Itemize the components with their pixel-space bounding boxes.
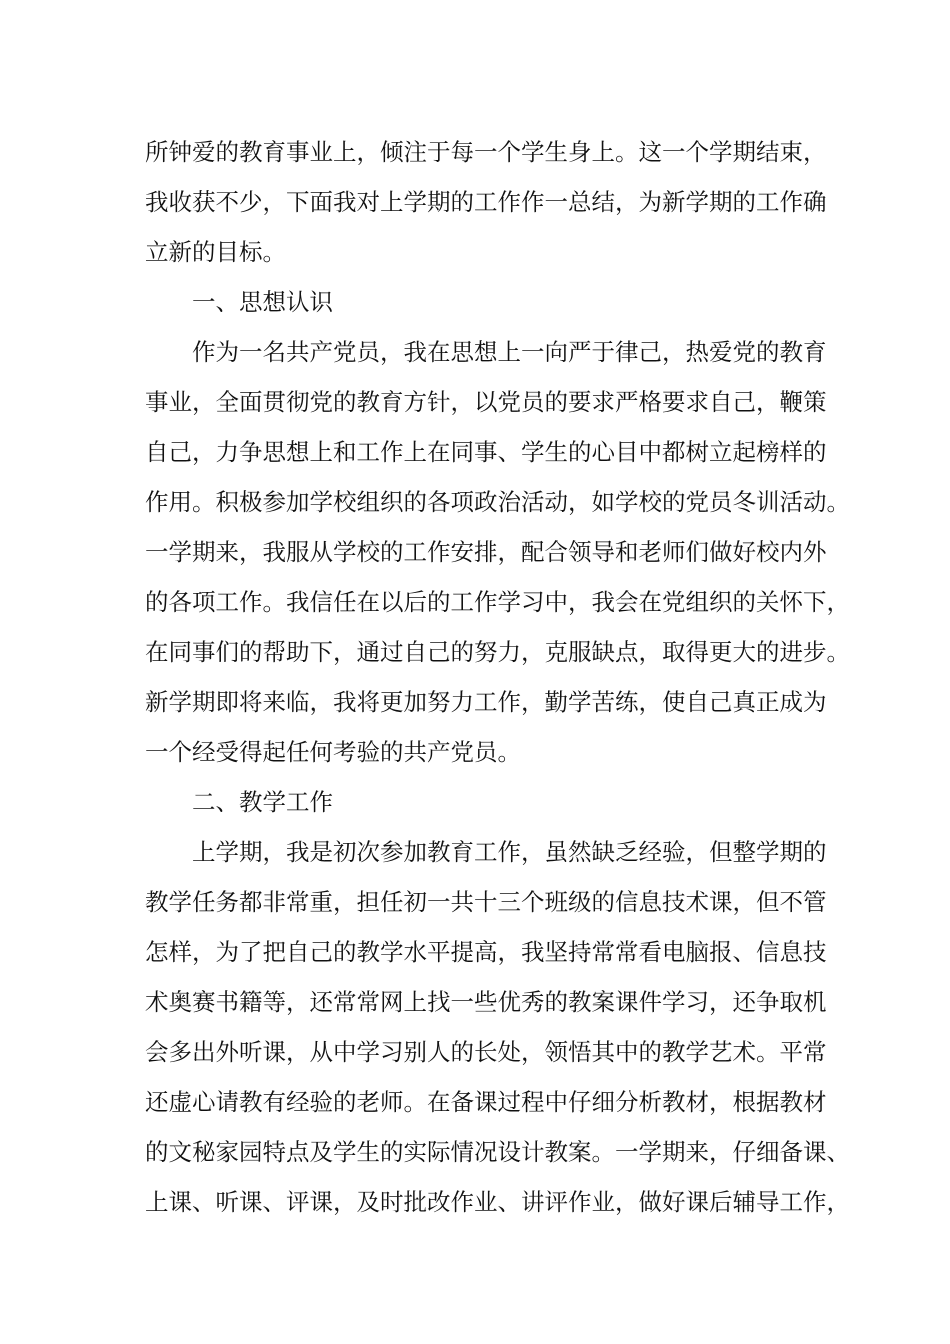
text-line: 在同事们的帮助下，通过自己的努力，克服缺点，取得更大的进步。 [145, 638, 850, 666]
text-line: 我收获不少，下面我对上学期的工作作一总结，为新学期的工作确 [145, 188, 827, 216]
text-line: 还虚心请教有经验的老师。在备课过程中仔细分析教材，根据教材 [145, 1088, 827, 1116]
text-line: 会多出外听课，从中学习别人的长处，领悟其中的教学艺术。平常 [145, 1038, 827, 1066]
text-line: 的文秘家园特点及学生的实际情况设计教案。一学期来，仔细备课、 [145, 1138, 850, 1166]
text-line: 怎样，为了把自己的教学水平提高，我坚持常常看电脑报、信息技 [145, 938, 827, 966]
text-line: 自己，力争思想上和工作上在同事、学生的心目中都树立起榜样的 [145, 438, 827, 466]
text-line: 事业，全面贯彻党的教育方针，以党员的要求严格要求自己，鞭策 [145, 388, 827, 416]
text-line: 上课、听课、评课，及时批改作业、讲评作业，做好课后辅导工作， [145, 1188, 850, 1216]
paragraph-start: 上学期，我是初次参加教育工作，虽然缺乏经验，但整学期的 [192, 838, 827, 866]
text-line: 所钟爱的教育事业上，倾注于每一个学生身上。这一个学期结束， [145, 138, 827, 166]
section-heading-thought: 一、思想认识 [192, 288, 333, 316]
document-body [145, 127, 850, 1227]
text-line: 术奥赛书籍等，还常常网上找一些优秀的教案课件学习，还争取机 [145, 988, 827, 1016]
section-heading-teaching: 二、教学工作 [192, 788, 333, 816]
text-line: 一个经受得起任何考验的共产党员。 [145, 738, 521, 766]
text-line: 新学期即将来临，我将更加努力工作，勤学苦练，使自己真正成为 [145, 688, 827, 716]
paragraph-start: 作为一名共产党员，我在思想上一向严于律己，热爱党的教育 [192, 338, 827, 366]
text-line: 教学任务都非常重，担任初一共十三个班级的信息技术课，但不管 [145, 888, 827, 916]
text-line: 的各项工作。我信任在以后的工作学习中，我会在党组织的关怀下， [145, 588, 850, 616]
text-line: 立新的目标。 [145, 238, 286, 266]
text-line: 作用。积极参加学校组织的各项政治活动，如学校的党员冬训活动。 [145, 488, 850, 516]
text-line: 一学期来，我服从学校的工作安排，配合领导和老师们做好校内外 [145, 538, 827, 566]
